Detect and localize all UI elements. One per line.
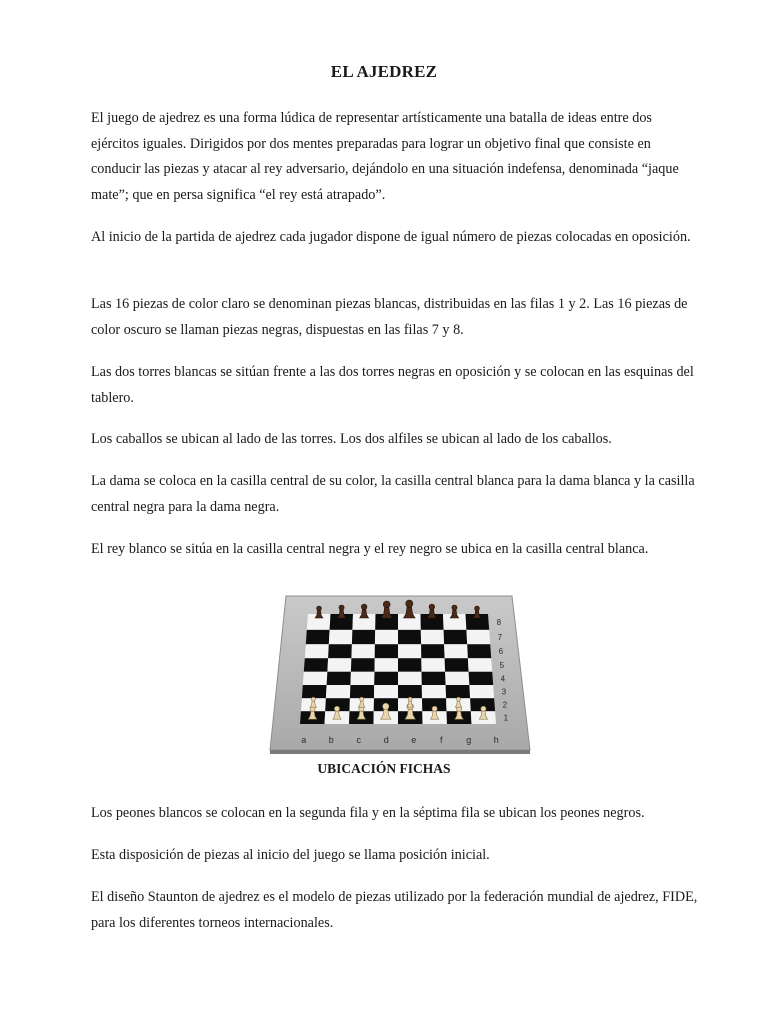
board-square: [375, 658, 399, 672]
page-title: EL AJEDREZ: [330, 62, 438, 81]
file-label: b: [328, 735, 334, 745]
board-square: [467, 644, 491, 658]
rank-label: 1: [503, 713, 509, 723]
board-square: [446, 685, 471, 698]
rank-label: 2: [502, 700, 508, 710]
board-square: [398, 658, 422, 672]
paragraph-rey: El rey blanco se sitúa en la casilla central negra y el rey negro se ubica en la casilla central blanca.: [91, 541, 649, 557]
board-square: [326, 685, 351, 698]
board-square: [304, 658, 328, 672]
board-square: [302, 685, 327, 698]
chessboard-image: [268, 588, 532, 756]
board-square: [351, 644, 375, 658]
chessboard-figure: [268, 588, 532, 756]
board-square: [469, 672, 494, 685]
board-square: [305, 644, 329, 658]
paragraph-torres: Las dos torres blancas se sitúan frente a las dos torres negras en oposición y se colocan en las esquinas del tablero.: [91, 364, 694, 406]
paragraph-piezas: Las 16 piezas de color claro se denominan piezas blancas, distribuidas en las filas 1 y 2. Las 16 piezas de color oscuro se llaman piezas negras, dispuestas en las filas 7 y 8.: [91, 296, 688, 338]
paragraph-inicio: Al inicio de la partida de ajedrez cada jugador dispone de igual número de piezas colocadas en oposición.: [91, 229, 691, 245]
board-square: [327, 658, 351, 672]
board-square: [421, 644, 445, 658]
rank-label: 6: [498, 647, 504, 657]
file-label: e: [411, 735, 417, 745]
rank-label: 3: [501, 687, 507, 697]
board-square: [306, 630, 330, 644]
board-square: [421, 630, 444, 644]
file-label: h: [493, 735, 499, 745]
board-square: [445, 658, 469, 672]
rank-label: 4: [500, 674, 506, 684]
figure-caption: UBICACIÓN FICHAS: [317, 761, 451, 776]
paragraph-peones: Los peones blancos se colocan en la segunda fila y en la séptima fila se ubican los peones negros.: [91, 805, 645, 821]
board-square: [445, 672, 469, 685]
file-label: a: [301, 735, 307, 745]
board-square: [422, 685, 446, 698]
board-square: [374, 685, 398, 698]
board-square: [398, 644, 421, 658]
board-square: [350, 685, 374, 698]
board-square: [444, 630, 468, 644]
board-square: [469, 685, 494, 698]
board-square: [375, 644, 398, 658]
paragraph-intro: El juego de ajedrez es una forma lúdica de representar artísticamente una batalla de ideas entre dos ejércitos iguales. Dirigidos por dos mentes preparadas para lograr un objetivo final que consiste en conducir las piezas y atacar al rey adversario, dejándolo en una situación indefensa, denominada “jaque mate”; que en persa significa “el rey está atrapado”.: [91, 110, 679, 203]
board-square: [328, 644, 352, 658]
board-square: [374, 672, 398, 685]
board-square: [327, 672, 351, 685]
rank-label: 7: [497, 633, 503, 643]
board-square: [466, 630, 490, 644]
file-label: d: [383, 735, 389, 745]
board-square: [468, 658, 492, 672]
board-square: [444, 644, 468, 658]
board-square: [352, 630, 375, 644]
paragraph-staunton: El diseño Staunton de ajedrez es el modelo de piezas utilizado por la federación mundial de ajedrez, FIDE, para los diferentes torneos internacionales.: [91, 889, 698, 931]
board-square: [398, 672, 422, 685]
file-label: g: [466, 735, 472, 745]
board-squares: [300, 614, 496, 724]
file-label: f: [440, 735, 443, 745]
paragraph-caballos: Los caballos se ubican al lado de las torres. Los dos alfiles se ubican al lado de los caballos.: [91, 431, 612, 447]
board-edge: [270, 750, 530, 754]
board-square: [303, 672, 328, 685]
paragraph-dama: La dama se coloca en la casilla central de su color, la casilla central blanca para la dama blanca y la casilla central negra para la dama negra.: [91, 473, 695, 515]
board-square: [398, 685, 422, 698]
board-square: [350, 672, 374, 685]
rank-label: 8: [496, 618, 502, 627]
board-square: [329, 630, 353, 644]
board-square: [375, 630, 398, 644]
board-square: [351, 658, 375, 672]
paragraph-posicion-inicial: Esta disposición de piezas al inicio del juego se llama posición inicial.: [91, 847, 490, 863]
board-square: [421, 658, 445, 672]
board-square: [422, 672, 446, 685]
board-square: [398, 630, 421, 644]
rank-label: 5: [499, 661, 505, 670]
file-label: c: [356, 735, 362, 745]
